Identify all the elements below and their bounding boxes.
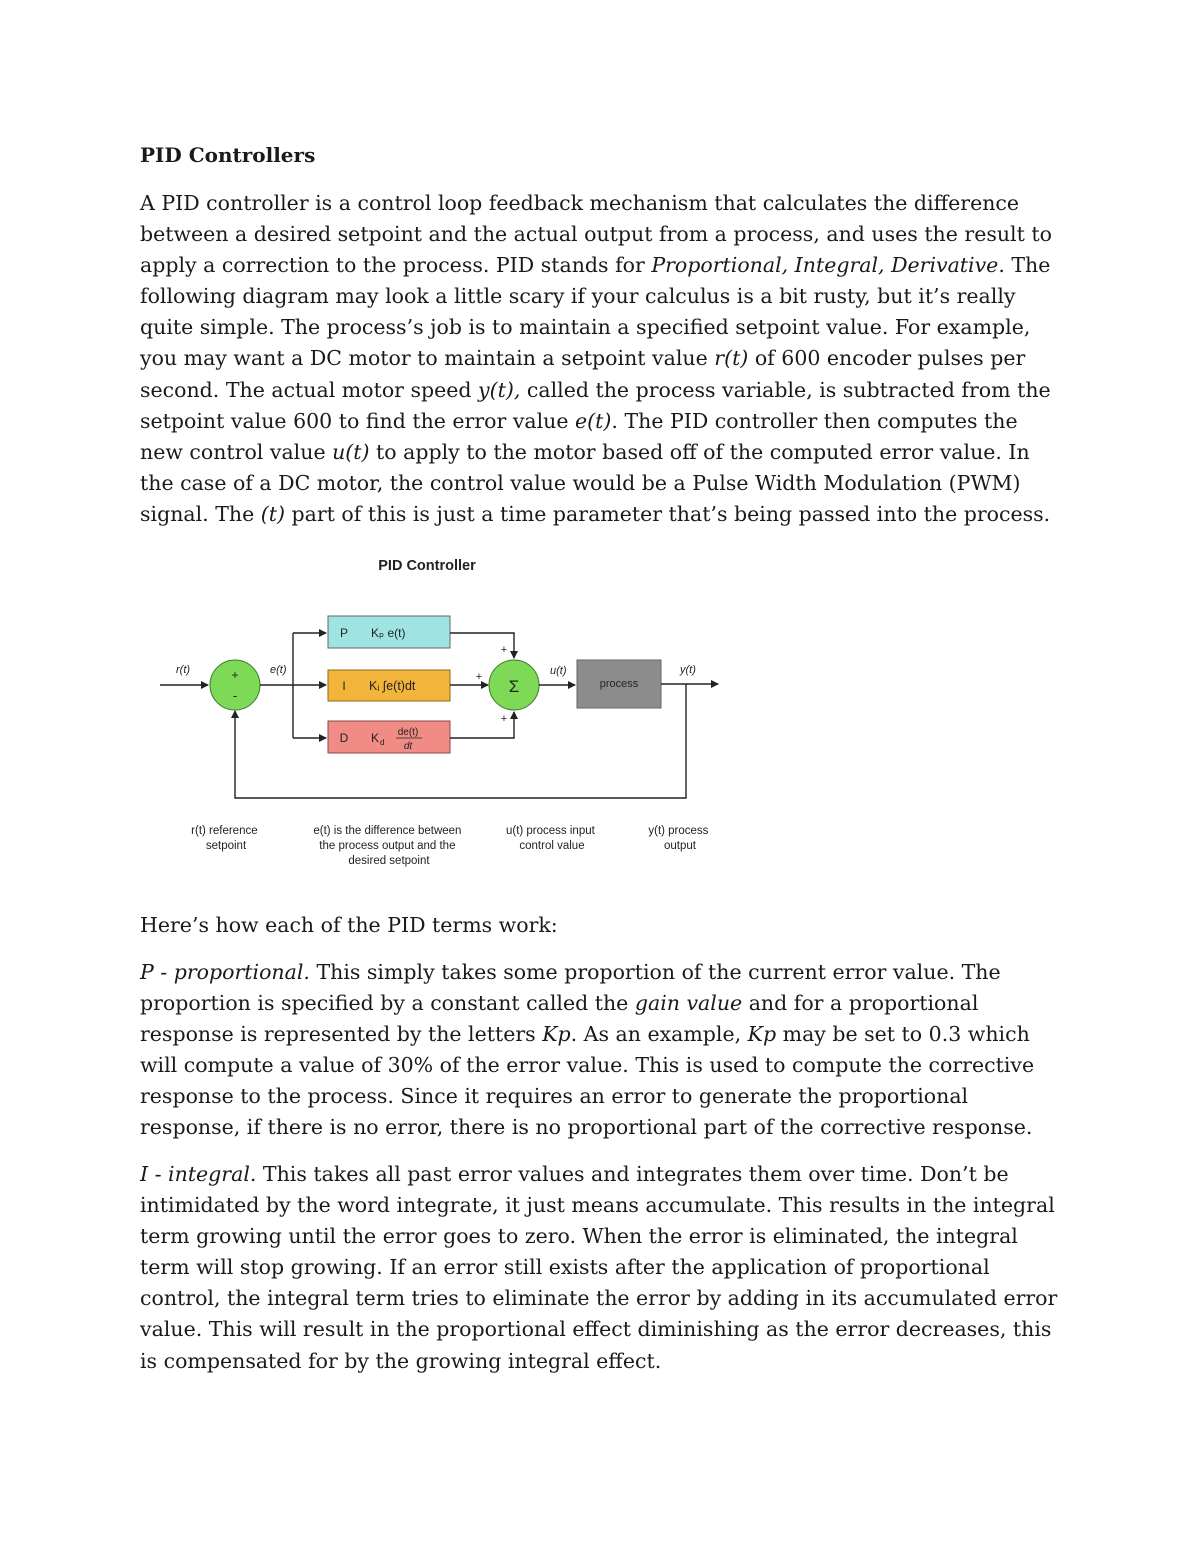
d-block-letter: D [339,731,349,745]
p-block-formula: Kₚ e(t) [371,626,406,640]
italic-run: y(t), [478,377,521,402]
italic-run: I - integral. [140,1162,257,1186]
sum1-minus-sign: - [232,688,238,703]
terms-intro-paragraph: Here’s how each of the PID terms work: [140,913,558,937]
caption-output [648,825,711,852]
italic-run: Proportional, Integral, Derivative [651,253,999,278]
text-run: of 600 encoder pulses per second. The actual motor speed [140,346,1026,402]
italic-run: gain value [634,991,743,1016]
caption-reference [191,825,261,852]
caption-error-line: e(t) is the difference between [313,825,462,837]
caption-control-line: u(t) process input [505,825,595,837]
caption-error [313,825,464,867]
proportional-paragraph [140,957,1062,1144]
italic-run: Kp [747,1022,777,1047]
sum2-plus-top: + [500,644,508,656]
document-heading: PID Controllers [140,143,316,167]
text-run: A PID controller is a control loop feedback mechanism that calculates the difference between a desired setpoint and the actual output from a process, and uses the result to apply a correction to the process. PID stands for [140,191,1052,278]
i-block-formula: Kᵢ ∫e(t)dt [369,679,416,693]
sum1-plus-sign: + [231,668,239,682]
input-label: r(t) [176,664,191,676]
italic-run: P - proportional. [140,960,310,984]
d-block-gain-subscript: d [380,738,385,747]
output-label: y(t) [680,664,696,676]
d-block-gain: K [371,731,380,745]
italic-run: e(t) [575,408,612,433]
italic-run: Kp [542,1022,571,1047]
caption-error-line: desired setpoint [348,855,430,867]
d-block-denominator: dt [403,741,413,752]
text-run: . The following diagram may look a little scary if your calculus is a bit rusty, but it’s really quite simple. The process’s job is to maintain a specified setpoint value. For example, you may want a DC motor to maintain a setpoint value [140,253,1051,371]
text-run: part of this is just a time parameter that’s being passed into the process. [284,501,1051,526]
integral-paragraph [140,1159,1062,1377]
d-block-numerator: de(t) [397,727,419,738]
text-run: to apply to the motor based off of the computed error value. In the case of a DC motor, the control value would be a Pulse Width Modulation (PWM) signal. The [140,439,1030,526]
text-run: This simply takes some proportion of the current error value. The proportion is specified by a constant called the [140,960,1001,1016]
sum2-plus-bottom: + [500,713,508,725]
i-block-letter: I [342,679,346,693]
caption-control-line: control value [519,840,585,852]
caption-output-line: output [664,840,696,852]
text-run: called the process variable, is subtracted from the setpoint value 600 to find the error value [140,377,1051,433]
caption-reference-line: r(t) reference [191,825,258,837]
italic-run: r(t) [714,346,749,371]
caption-error-line: the process output and the [319,840,456,852]
caption-control [506,825,598,852]
pid-controller-diagram [140,548,740,878]
text-run: . The PID controller then computes the new control value [140,408,1018,464]
text-run: and for a proportional response is represented by the letters [140,991,979,1047]
text-run: . As an example, [570,1022,748,1047]
error-label: e(t) [270,664,287,676]
text-run: This takes all past error values and integrates them over time. Don’t be intimidated by the word integrate, it just means accumulate. This results in the integral term growing until the error goes to zero. When the error is eliminated, the integral term will stop growing. If an error still exists after the application of proportional control, the integral term tries to eliminate the error by adding in its accumulated error value. This will result in the proportional effect diminishing as the error decreases, this is compensated for by the growing integral effect. [140,1162,1058,1373]
caption-reference-line: setpoint [205,840,247,852]
process-label: process [599,678,639,690]
p-block-letter: P [339,626,349,640]
italic-run: (t) [260,501,285,526]
text-run: may be set to 0.3 which will compute a value of 30% of the error value. This is used to compute the corrective response to the process. Since it requires an error to generate the proportional response, if there is no error, there is no proportional part of the corrective response. [140,1022,1035,1140]
control-label: u(t) [550,665,567,677]
italic-run: u(t) [332,439,370,464]
sum2-symbol: Σ [508,677,520,696]
sum2-plus-left: + [475,671,483,683]
intro-paragraph [140,188,1062,530]
caption-output-line: y(t) process [648,825,709,837]
diagram-title: PID Controller [378,558,476,574]
